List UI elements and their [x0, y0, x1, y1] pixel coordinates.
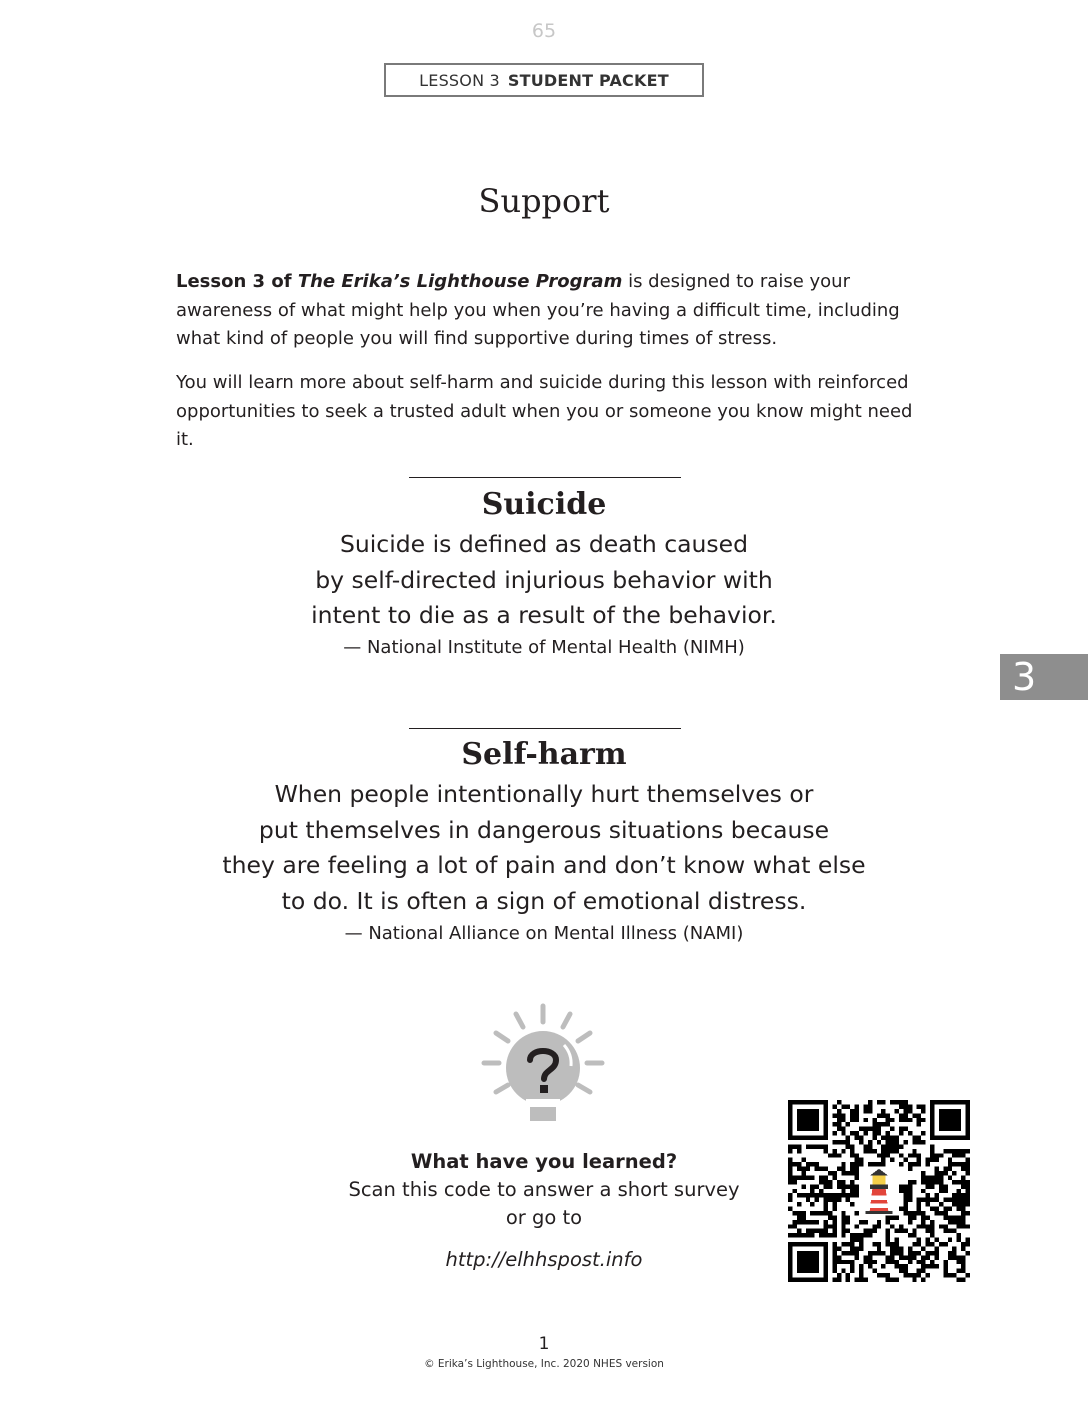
definition-line: they are feeling a lot of pain and don’t know what else — [222, 851, 866, 879]
header-packet: STUDENT PACKET — [507, 70, 669, 90]
definition-line: put themselves in dangerous situations because — [258, 815, 830, 844]
survey-heading: What have you learned? — [410, 1150, 678, 1173]
definition-line: by self-directed injurious behavior with — [315, 565, 773, 594]
intro-paragraph-1 — [176, 268, 916, 354]
selfharm-source: — National Alliance on Mental Illness (NAMI) — [344, 923, 744, 944]
survey-or-go-to: or go to — [505, 1206, 583, 1229]
selfharm-definition — [0, 777, 1088, 919]
suicide-heading: Suicide — [481, 487, 607, 522]
header-lesson: LESSON 3 — [419, 70, 500, 90]
divider-rule — [409, 728, 681, 729]
definition-line: Suicide is defined as death caused — [339, 530, 749, 558]
program-name: The Erika’s Lighthouse Program — [297, 271, 623, 292]
survey-instructions: Scan this code to answer a short survey — [348, 1178, 740, 1201]
lesson-number-tab: 3 — [1000, 654, 1088, 700]
copyright-notice: © Erika’s Lighthouse, Inc. 2020 NHES version — [424, 1358, 664, 1370]
definition-line: intent to die as a result of the behavior. — [311, 601, 777, 629]
divider-rule — [409, 477, 681, 478]
intro-lead: Lesson 3 of — [176, 271, 298, 292]
top-page-number: 65 — [531, 20, 557, 42]
definition-line: When people intentionally hurt themselves or — [274, 780, 814, 808]
suicide-definition — [0, 527, 1088, 634]
lesson-header — [384, 63, 704, 97]
page-number: 1 — [538, 1334, 550, 1354]
intro-rest: is designed to raise your awareness of what might help you when you’re having a difficult time, including what kind of people you will find supportive during times of stress. — [176, 271, 900, 349]
suicide-source: — National Institute of Mental Health (NIMH) — [343, 637, 745, 658]
selfharm-heading: Self-harm — [461, 737, 627, 772]
intro-paragraph-2: You will learn more about self-harm and suicide during this lesson with reinforced opportunities to seek a trusted adult when you or someone you know might need it. — [176, 372, 913, 450]
qr-code-icon[interactable] — [788, 1100, 970, 1282]
lightbulb-question-icon — [478, 1000, 608, 1130]
definition-line: to do. It is often a sign of emotional distress. — [281, 886, 807, 915]
page-title: Support — [478, 182, 610, 220]
survey-link[interactable]: http://elhhspost.info — [445, 1248, 643, 1271]
